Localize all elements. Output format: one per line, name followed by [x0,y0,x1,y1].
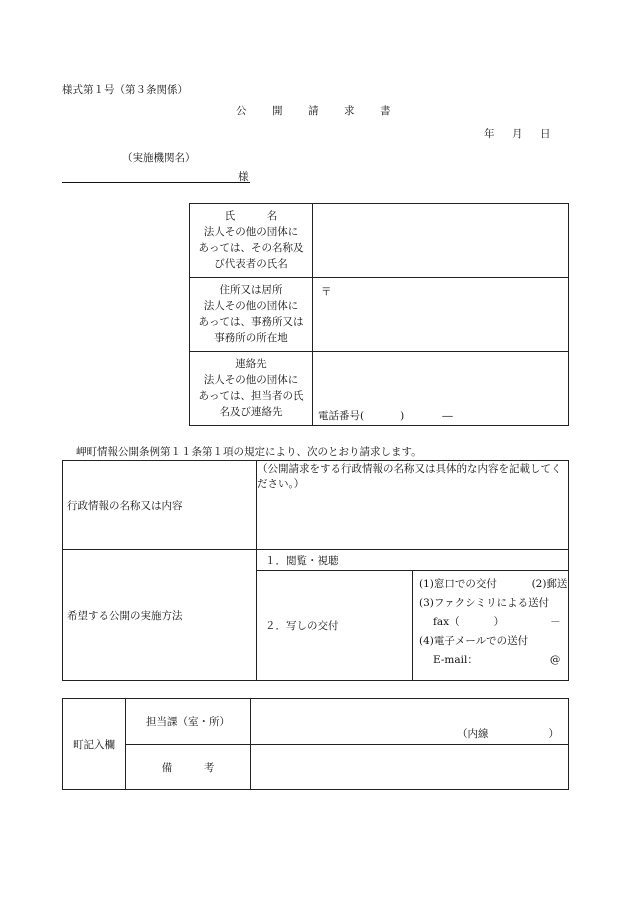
fax-label: fax（ [433,616,460,628]
option-mail[interactable]: (2)郵送 [531,578,568,590]
email-at: @ [549,654,561,666]
phone-dash: ― [442,410,453,422]
option-view[interactable]: １．閲覧・視聴 [257,550,569,571]
agency-name-field[interactable] [62,182,250,183]
document-title [236,103,416,118]
phone-close: ) [400,410,405,422]
dept-field[interactable] [251,699,569,745]
option-email[interactable]: (4)電子メールでの送付 [419,635,529,647]
office-use-table [62,698,569,790]
agency-honorific: 様 [238,171,249,183]
info-name-label: 行政情報の名称又は内容 [63,461,257,550]
title-char: 書 [380,105,391,117]
email-address-row [419,651,568,670]
date-day-label: 日 [540,128,551,140]
name-field[interactable] [313,204,569,278]
title-char: 公 [236,105,247,117]
date-year-label: 年 [484,128,495,140]
option-counter[interactable]: (1)窓口での交付 [419,578,497,590]
contact-field[interactable] [313,352,569,426]
remarks-label: 備 考 [126,745,251,790]
postal-mark-icon: 〒 [321,286,332,298]
option-copy[interactable]: ２．写しの交付 [257,571,413,681]
title-char: 求 [344,105,355,117]
contact-label-cell: 連絡先 法人その他の団体に あっては、担当者の氏 名及び連絡先 [190,352,313,426]
request-table [62,460,569,681]
fax-number-row [419,613,568,632]
title-char: 開 [272,105,283,117]
delivery-row-counter [419,575,568,594]
address-label-cell: 住所又は居所 法人その他の団体に あっては、事務所又は 事務所の所在地 [190,278,313,352]
fax-close: ） [493,616,505,628]
date-month-label: 月 [512,128,523,140]
info-name-note: （公開請求をする行政情報の名称又は具体的な内容を記載してください。） [257,463,562,490]
agency-name-label: （実施機関名） [122,152,196,164]
dept-label: 担当課（室・所） [126,699,251,745]
option-fax[interactable]: (3)ファクシミリによる送付 [419,597,550,609]
remarks-field[interactable] [251,745,569,790]
date-line [484,126,568,141]
address-field[interactable] [313,278,569,352]
extension-close: ） [548,728,559,740]
office-section-label: 町記入欄 [63,699,126,790]
form-number: 様式第１号（第３条関係） [62,84,188,96]
copy-delivery-options [413,571,569,681]
method-label: 希望する公開の実施方法 [63,550,257,681]
phone-line [318,408,453,423]
request-statement: 岬町情報公開条例第１１条第１項の規定により、次のとおり請求します。 [76,446,422,458]
extension-label: （内線 [457,728,489,740]
title-char: 請 [308,105,319,117]
fax-dash: － [550,616,561,628]
name-label-cell: 氏 名 法人その他の団体に あっては、その名称及 び代表者の氏名 [190,204,313,278]
extension-line [457,726,559,741]
requester-table [189,203,569,426]
email-label: E-mail： [433,654,478,666]
phone-label: 電話番号( [318,410,365,422]
